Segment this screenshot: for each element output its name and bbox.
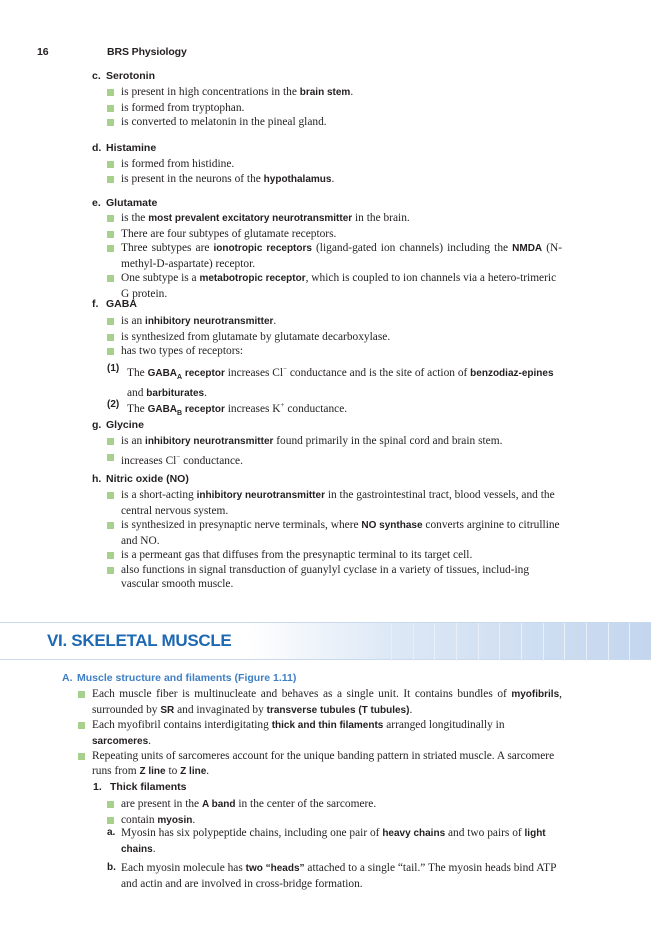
list-item: One subtype is a metabotropic receptor, which is coupled to ion channels via a hetero-trimeric G protein. — [107, 271, 562, 301]
running-header — [37, 46, 187, 58]
list-item: is converted to melatonin in the pineal gland. — [107, 115, 567, 130]
list-item: is a short-acting inhibitory neurotransmitter in the gastrointestinal tract, blood vessels, and the central nervous system. — [107, 488, 562, 518]
list-item: There are four subtypes of glutamate receptors. — [107, 227, 562, 242]
list-item: is the most prevalent excitatory neurotransmitter in the brain. — [107, 211, 562, 227]
list-item: has two types of receptors: — [107, 344, 562, 359]
thick-filaments-list — [107, 797, 562, 828]
section-title: VI. SKELETAL MUSCLE — [47, 631, 232, 650]
list-item: contain myosin. — [107, 813, 562, 829]
list-item: Each myofibril contains interdigitating thick and thin filaments arranged longitudinally in sarcomeres. — [78, 718, 562, 749]
list-item: is present in the neurons of the hypothalamus. — [107, 172, 567, 188]
page-number: 16 — [37, 46, 49, 58]
list-item: is an inhibitory neurotransmitter found primarily in the spinal cord and brain stem. — [107, 434, 567, 450]
list-item: increases Cl− conductance. — [107, 450, 567, 468]
gaba-b-receptor-item: (2) The $GABA_B$ receptor increases K+ conductance. — [107, 399, 348, 418]
section-heading-histamine: d. Histamine — [92, 142, 157, 154]
histamine-list — [107, 157, 567, 187]
list-item: is present in high concentrations in the brain stem. — [107, 85, 567, 101]
list-item: also functions in signal transduction of guanylyl cyclase in a variety of tissues, includ-ing vascular smooth muscle. — [107, 563, 562, 592]
list-item: are present in the A band in the center of the sarcomere. — [107, 797, 562, 813]
list-item: Each muscle fiber is multinucleate and behaves as a single unit. It contains bundles of myofibrils, surrounded by SR and invaginated by transverse tubules (T tubules). — [78, 687, 562, 718]
section-heading-serotonin: c. Serotonin — [92, 70, 155, 82]
banner-grid-decoration — [391, 623, 651, 661]
list-item: is a permeant gas that diffuses from the presynaptic terminal to its target cell. — [107, 548, 562, 563]
myosin-heads-item: b. Each myosin molecule has two “heads” attached to a single “tail.” The myosin heads bind ATP and actin and are involved in cross-bridge formation. — [107, 862, 557, 890]
glutamate-list — [107, 211, 562, 301]
nitric-oxide-list — [107, 488, 562, 592]
list-item: Repeating units of sarcomeres account for the unique banding pattern in striated muscle. A sarcomere runs from Z line to Z line. — [78, 749, 562, 779]
gaba-a-receptor-item: (1) The $GABA_A$ receptor increases Cl− conductance and is the site of action of benzodiaz-epines and barbiturates. — [107, 363, 554, 399]
list-item: is synthesized in presynaptic nerve terminals, where NO synthase converts arginine to citrulline and NO. — [107, 518, 562, 548]
section-banner — [0, 622, 651, 660]
section-heading-nitric-oxide: h. Nitric oxide (NO) — [92, 473, 189, 485]
muscle-structure-list — [78, 687, 562, 779]
glycine-list — [107, 434, 567, 468]
section-heading-glutamate: e. Glutamate — [92, 197, 158, 209]
list-item: is an inhibitory neurotransmitter. — [107, 314, 562, 330]
list-item: is formed from histidine. — [107, 157, 567, 172]
book-title: BRS Physiology — [107, 46, 187, 58]
list-item: is synthesized from glutamate by glutamate decarboxylase. — [107, 330, 562, 345]
myosin-chains-item: a. Myosin has six polypeptide chains, including one pair of heavy chains and two pairs of light chains. — [107, 827, 546, 855]
section-heading-glycine: g. Glycine — [92, 419, 144, 431]
list-item: Three subtypes are ionotropic receptors (ligand-gated ion channels) including the NMDA (N-methyl-D-aspartate) receptor. — [107, 241, 562, 271]
section-heading-gaba: f. GABA — [92, 298, 137, 310]
gaba-list — [107, 314, 562, 359]
thick-filaments-heading: 1. Thick filaments — [93, 781, 187, 793]
serotonin-list — [107, 85, 567, 130]
list-item: is formed from tryptophan. — [107, 101, 567, 116]
subsection-heading: A. Muscle structure and filaments (Figure 1.11) — [62, 672, 297, 684]
